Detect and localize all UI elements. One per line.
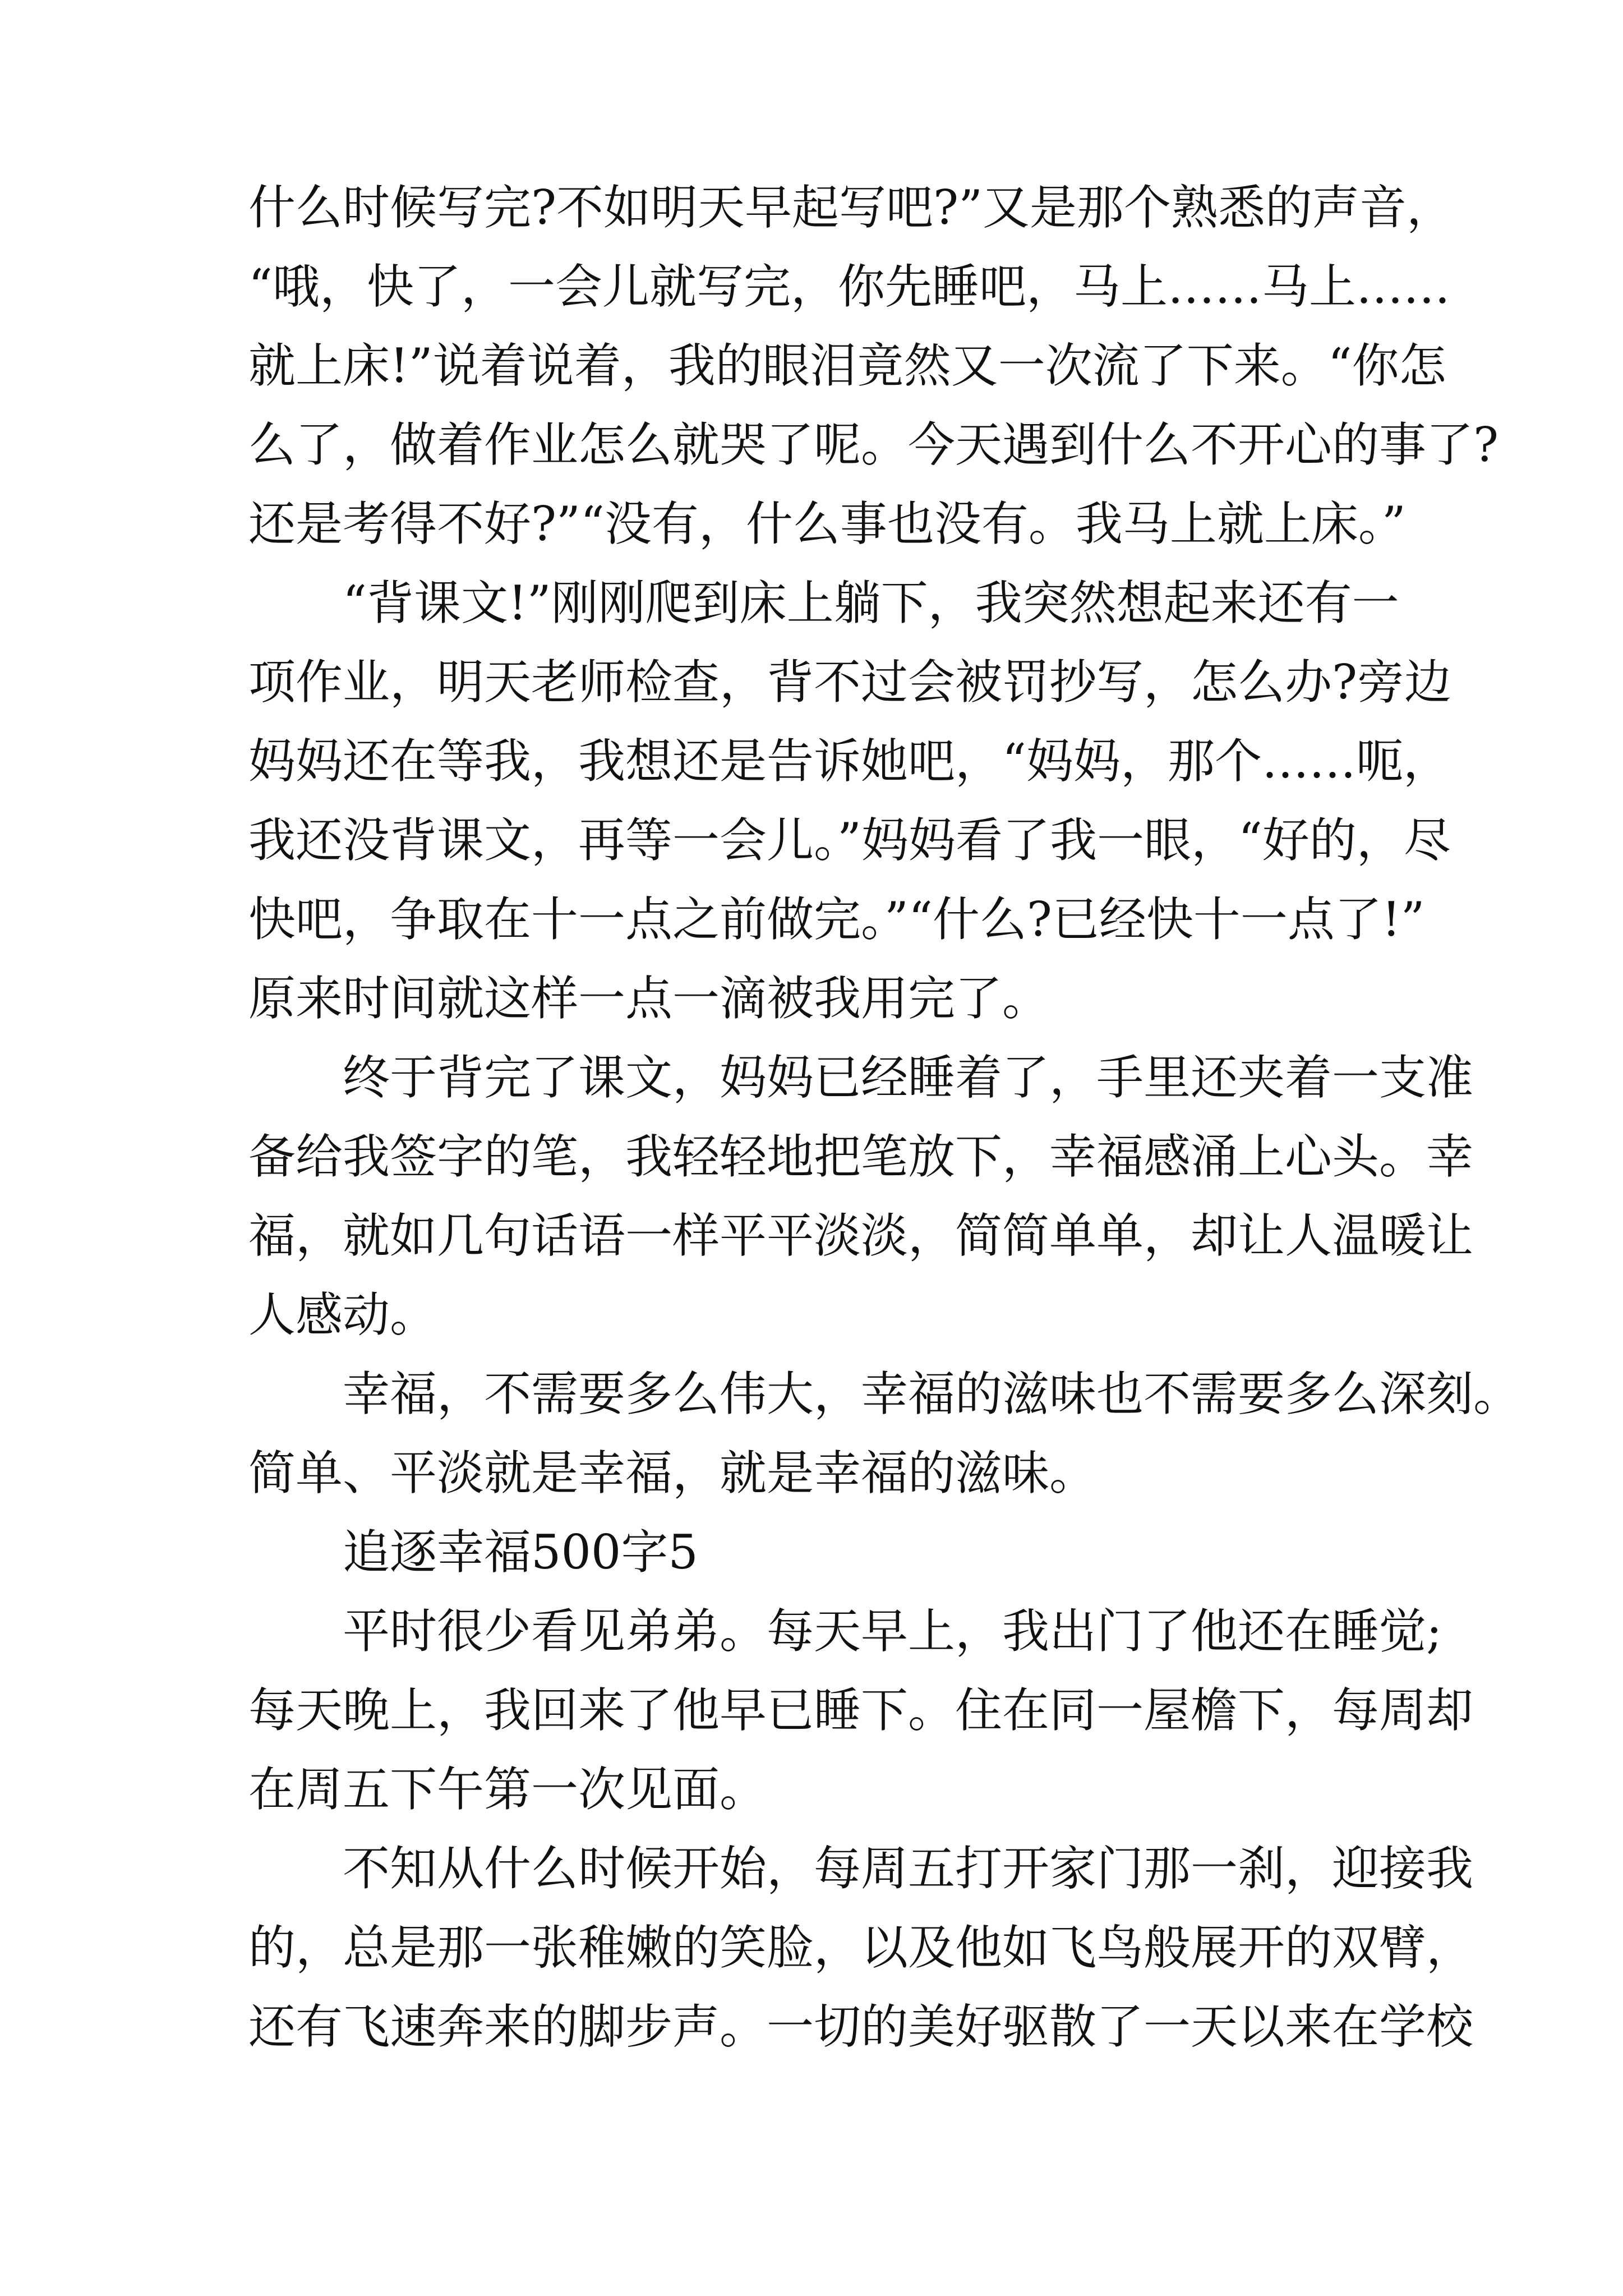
text-line: 我还没背课文，再等一会儿。”妈妈看了我一眼，“好的，尽 xyxy=(248,813,1451,868)
text-line: 快吧，争取在十一点之前做完。”“什么?已经快十一点了!” xyxy=(248,892,1425,947)
text-line: 的，总是那一张稚嫩的笑脸，以及他如飞鸟般展开的双臂， xyxy=(248,1920,1474,1975)
text-line: 备给我签字的笔，我轻轻地把笔放下，幸福感涌上心头。幸 xyxy=(248,1129,1474,1184)
text-line: 在周五下午第一次见面。 xyxy=(248,1762,767,1817)
text-line: 还是考得不好?”“没有，什么事也没有。我马上就上床。” xyxy=(248,496,1406,551)
text-line: “哦，快了，一会儿就写完，你先睡吧，马上……马上…… xyxy=(248,259,1450,314)
text-line: 简单、平淡就是幸福，就是幸福的滋味。 xyxy=(248,1446,1097,1501)
text-line: 每天晚上，我回来了他早已睡下。住在同一屋檐下，每周却 xyxy=(248,1683,1474,1738)
text-line: 妈妈还在等我，我想还是告诉她吧，“妈妈，那个……呃， xyxy=(248,734,1450,789)
text-line: 就上床!”说着说着，我的眼泪竟然又一次流了下来。“你怎 xyxy=(248,338,1446,393)
text-line: 还有飞速奔来的脚步声。一切的美好驱散了一天以来在学校 xyxy=(248,1999,1474,2054)
text-line: 福，就如几句话语一样平平淡淡，简简单单，却让人温暖让 xyxy=(248,1208,1474,1263)
body-text xyxy=(248,168,1521,2067)
section-heading: 追逐幸福500字5 xyxy=(343,1525,698,1580)
paragraph-first-line: 终于背完了课文，妈妈已经睡着了，手里还夹着一支准 xyxy=(343,1050,1474,1105)
text-line: 人感动。 xyxy=(248,1287,437,1342)
paragraph-first-line: 幸福，不需要多么伟大，幸福的滋味也不需要多么深刻。 xyxy=(343,1366,1521,1421)
text-line: 么了，做着作业怎么就哭了呢。今天遇到什么不开心的事了? xyxy=(248,417,1499,472)
text-line: 原来时间就这样一点一滴被我用完了。 xyxy=(248,971,1050,1026)
paragraph-first-line: “背课文!”刚刚爬到床上躺下，我突然想起来还有一 xyxy=(343,576,1399,631)
text-line: 项作业，明天老师检查，背不过会被罚抄写，怎么办?旁边 xyxy=(248,655,1452,710)
paragraph-first-line: 平时很少看见弟弟。每天早上，我出门了他还在睡觉; xyxy=(343,1604,1442,1659)
text-line: 什么时候写完?不如明天早起写吧?”又是那个熟悉的声音， xyxy=(248,180,1454,235)
paragraph-first-line: 不知从什么时候开始，每周五打开家门那一刹，迎接我 xyxy=(343,1841,1474,1896)
